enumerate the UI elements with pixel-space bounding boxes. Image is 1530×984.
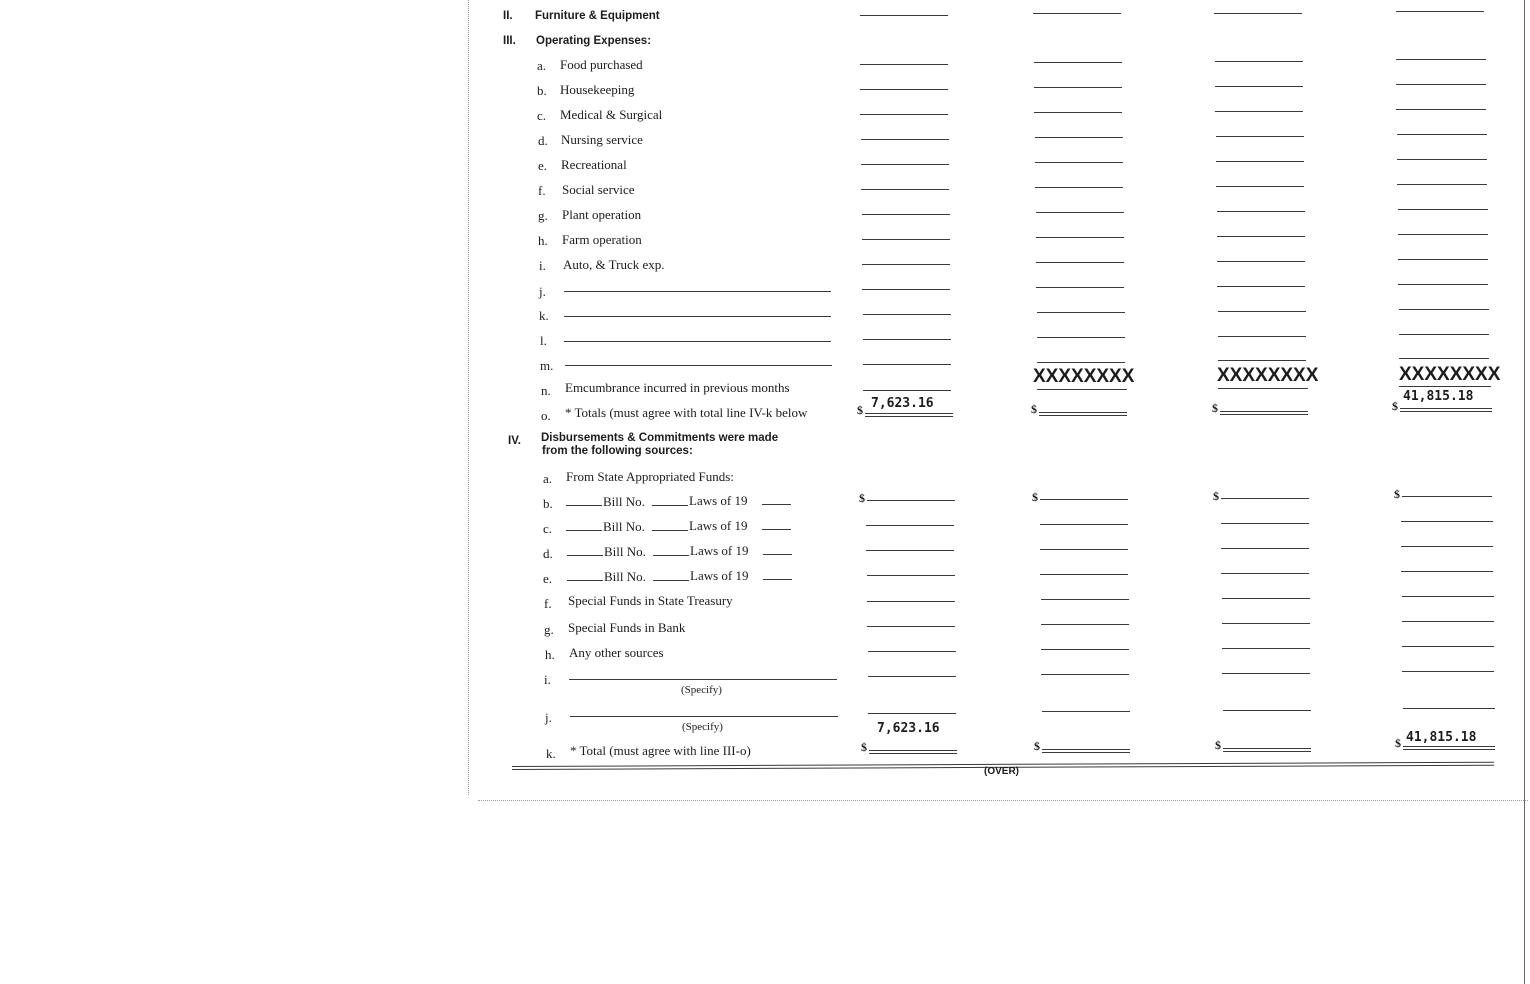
col4-line	[1403, 708, 1495, 709]
bill-no-label: Bill No.	[603, 494, 645, 509]
bill-no-blank	[652, 530, 688, 531]
item-letter: f.	[544, 596, 552, 611]
bill-blank	[566, 505, 602, 506]
year-blank	[763, 579, 792, 580]
col3-line	[1223, 710, 1311, 711]
col1-line	[868, 676, 956, 677]
col1-line	[867, 626, 955, 627]
col4-line	[1399, 358, 1489, 359]
bill-no-label: Bill No.	[603, 519, 645, 534]
item-label-medical: Medical & Surgical	[560, 107, 663, 122]
col2-line	[1040, 499, 1128, 500]
blank-label-line-l	[564, 341, 831, 342]
section-iv-number: IV.	[508, 435, 522, 447]
iv-total-col4-underline	[1403, 746, 1495, 750]
col2-line	[1041, 674, 1129, 675]
section-ii-col4-line	[1396, 11, 1484, 12]
item-letter: b.	[537, 83, 547, 98]
col3-line	[1221, 573, 1309, 574]
laws-label: Laws of 19	[690, 568, 749, 583]
item-letter: d.	[538, 133, 548, 148]
col3-line	[1216, 136, 1304, 137]
total-col4-value: 41,815.18	[1403, 389, 1474, 404]
bill-no-blank	[653, 555, 689, 556]
col1-line	[861, 189, 949, 190]
iv-total-col3-underline	[1223, 748, 1311, 752]
col3-line	[1218, 311, 1306, 312]
col1-line	[866, 525, 954, 526]
col1-line	[860, 89, 948, 90]
col3-line	[1217, 236, 1305, 237]
item-label-special-bank: Special Funds in Bank	[568, 620, 686, 635]
item-letter: n.	[541, 383, 551, 398]
blank-label-line-k	[564, 316, 831, 317]
item-label-recreational: Recreational	[561, 157, 627, 172]
col1-line	[867, 500, 955, 501]
item-letter: l.	[540, 333, 547, 348]
col4-line	[1401, 571, 1493, 572]
section-iv-label-line2: from the following sources:	[542, 445, 693, 457]
col3-line	[1218, 360, 1306, 361]
j-col1-value: 7,623.16	[877, 721, 940, 736]
item-label-social: Social service	[562, 182, 635, 197]
dollar-sign: $	[861, 740, 867, 754]
col2-line	[1036, 237, 1124, 238]
col2-line	[1042, 711, 1130, 712]
item-letter: m.	[540, 358, 554, 373]
dollar-sign: $	[1213, 489, 1219, 503]
item-letter: e.	[538, 158, 548, 173]
col2-line	[1035, 187, 1123, 188]
col3-line	[1222, 623, 1310, 624]
year-blank	[762, 504, 791, 505]
item-letter: a.	[543, 471, 553, 486]
item-letter: c.	[537, 108, 547, 123]
col3-line	[1215, 86, 1303, 87]
item-letter: k.	[546, 746, 556, 761]
scan-bottom-edge	[478, 800, 1528, 801]
col2-line	[1035, 162, 1123, 163]
specify-caption-i: (Specify)	[681, 684, 722, 696]
dollar-sign: $	[857, 403, 863, 417]
col1-line	[861, 139, 949, 140]
col1-line	[863, 339, 951, 340]
col2-line	[1036, 287, 1124, 288]
col4-line	[1402, 496, 1492, 497]
item-letter: i.	[544, 672, 551, 687]
col3-line	[1221, 523, 1309, 524]
section-ii-col3-line	[1214, 13, 1302, 14]
section-ii-col1-line	[860, 15, 948, 16]
section-ii-label: Furniture & Equipment	[535, 10, 660, 22]
col1-line	[862, 289, 950, 290]
col2-line	[1037, 389, 1127, 390]
item-label-nursing: Nursing service	[561, 132, 643, 147]
blank-label-line-m	[565, 365, 832, 366]
col4-line	[1402, 646, 1494, 647]
col4-line	[1398, 234, 1488, 235]
blank-label-line-j	[564, 291, 831, 292]
col4-line	[1401, 546, 1493, 547]
item-letter: a.	[537, 58, 547, 73]
item-letter: f.	[538, 183, 546, 198]
col1-line	[862, 214, 950, 215]
col3-line	[1217, 261, 1305, 262]
col2-line	[1034, 87, 1122, 88]
iv-total-col4-value: 41,815.18	[1406, 730, 1477, 745]
col2-line	[1034, 112, 1122, 113]
section-ii-number: II.	[503, 10, 513, 22]
bill-no-blank	[652, 505, 688, 506]
total-col1-underline	[865, 413, 953, 417]
dollar-sign: $	[859, 491, 865, 505]
encumbrance-mark-col3: XXXXXXXX	[1217, 365, 1319, 386]
col2-line	[1036, 262, 1124, 263]
col1-line	[861, 164, 949, 165]
section-iii-number: III.	[503, 35, 516, 47]
col3-line	[1222, 598, 1310, 599]
encumbrance-mark-col2: XXXXXXXX	[1033, 366, 1135, 387]
col4-line	[1401, 521, 1493, 522]
col3-line	[1218, 388, 1308, 389]
item-label-food: Food purchased	[560, 57, 643, 72]
col2-line	[1036, 212, 1124, 213]
bill-no-blank	[653, 580, 689, 581]
col4-line	[1399, 309, 1489, 310]
bill-no-label: Bill No.	[604, 569, 646, 584]
col1-line	[868, 651, 956, 652]
year-blank	[762, 529, 791, 530]
col4-line	[1399, 386, 1491, 387]
item-letter: g.	[544, 622, 554, 637]
dollar-sign: $	[1394, 487, 1400, 501]
col4-line	[1402, 671, 1494, 672]
col2-line	[1034, 62, 1122, 63]
year-blank	[763, 554, 792, 555]
scan-margin-line	[468, 0, 469, 795]
col1-line	[860, 64, 948, 65]
item-letter: k.	[539, 308, 549, 323]
col2-line	[1041, 649, 1129, 650]
dollar-sign: $	[1392, 399, 1398, 413]
col3-line	[1216, 186, 1304, 187]
encumbrance-mark-col4: XXXXXXXX	[1399, 364, 1501, 385]
dollar-sign: $	[1032, 490, 1038, 504]
col2-line	[1041, 599, 1129, 600]
col2-line	[1041, 624, 1129, 625]
col4-line	[1402, 621, 1494, 622]
item-label-housekeeping: Housekeeping	[560, 82, 635, 97]
col1-line	[863, 390, 951, 391]
col1-line	[862, 239, 950, 240]
col3-line	[1222, 673, 1310, 674]
col2-line	[1037, 312, 1125, 313]
item-label-other-sources: Any other sources	[569, 645, 664, 660]
col4-line	[1399, 334, 1489, 335]
item-label-totals: * Totals (must agree with total line IV-k below	[565, 405, 808, 420]
item-label-auto: Auto, & Truck exp.	[563, 257, 665, 272]
col2-line	[1040, 524, 1128, 525]
col3-line	[1222, 648, 1310, 649]
item-letter: h.	[545, 647, 555, 662]
item-label-plant: Plant operation	[562, 207, 642, 222]
bill-no-label: Bill No.	[604, 544, 646, 559]
col4-line	[1396, 59, 1486, 60]
dollar-sign: $	[1031, 402, 1037, 416]
iv-total-col2-underline	[1042, 749, 1130, 753]
col3-line	[1218, 336, 1306, 337]
col4-line	[1398, 209, 1488, 210]
item-letter: h.	[538, 233, 548, 248]
iv-total-col1-underline	[869, 750, 957, 754]
col2-line	[1037, 337, 1125, 338]
item-letter: j.	[539, 284, 546, 299]
bill-blank	[566, 530, 602, 531]
laws-label: Laws of 19	[690, 543, 749, 558]
item-letter: j.	[545, 710, 552, 725]
over-label: (OVER)	[984, 766, 1019, 777]
item-letter: d.	[543, 546, 553, 561]
col4-line	[1398, 284, 1488, 285]
scan-right-edge	[1524, 0, 1525, 984]
col3-line	[1216, 161, 1304, 162]
dollar-sign: $	[1034, 739, 1040, 753]
col4-line	[1398, 259, 1488, 260]
col4-line	[1397, 159, 1487, 160]
col1-line	[863, 364, 951, 365]
dollar-sign: $	[1395, 736, 1401, 750]
laws-label: Laws of 19	[689, 493, 748, 508]
col3-line	[1215, 111, 1303, 112]
section-ii-col2-line	[1033, 13, 1121, 14]
col4-line	[1397, 134, 1487, 135]
col1-line	[867, 601, 955, 602]
col4-line	[1396, 109, 1486, 110]
col3-line	[1217, 286, 1305, 287]
bill-blank	[567, 580, 603, 581]
specify-line-j	[570, 716, 838, 717]
total-col4-underline	[1400, 408, 1492, 412]
col4-line	[1396, 84, 1486, 85]
laws-label: Laws of 19	[689, 518, 748, 533]
item-label-state-funds: From State Appropriated Funds:	[566, 469, 734, 484]
specify-line-i	[569, 679, 837, 680]
col1-line	[867, 575, 955, 576]
item-letter: e.	[543, 571, 553, 586]
total-col3-underline	[1220, 411, 1308, 415]
section-iv-label-line1: Disbursements & Commitments were made	[541, 432, 779, 444]
total-col1-value: 7,623.16	[871, 396, 934, 411]
item-letter: o.	[541, 408, 551, 423]
dollar-sign: $	[1215, 738, 1221, 752]
dollar-sign: $	[1212, 401, 1218, 415]
col4-line	[1402, 596, 1494, 597]
item-letter: b.	[543, 496, 553, 511]
col1-line	[866, 550, 954, 551]
col1-line	[863, 314, 951, 315]
col1-line	[860, 114, 948, 115]
item-label-encumbrance: Emcumbrance incurred in previous months	[565, 380, 790, 395]
item-label-special-treasury: Special Funds in State Treasury	[568, 593, 733, 608]
item-letter: i.	[539, 258, 546, 273]
total-col2-underline	[1039, 412, 1127, 416]
col1-line	[868, 713, 956, 714]
col1-line	[862, 264, 950, 265]
col4-line	[1397, 184, 1487, 185]
bill-blank	[567, 555, 603, 556]
col2-line	[1040, 574, 1128, 575]
item-letter: g.	[538, 208, 548, 223]
item-label-total: * Total (must agree with line III-o)	[570, 743, 751, 758]
col3-line	[1221, 498, 1309, 499]
item-label-farm: Farm operation	[562, 232, 642, 247]
section-iii-label: Operating Expenses:	[536, 35, 652, 47]
specify-caption-j: (Specify)	[682, 721, 723, 733]
col3-line	[1217, 211, 1305, 212]
col3-line	[1215, 61, 1303, 62]
item-letter: c.	[543, 521, 553, 536]
col2-line	[1040, 549, 1128, 550]
col2-line	[1037, 362, 1125, 363]
col3-line	[1221, 548, 1309, 549]
col2-line	[1035, 137, 1123, 138]
